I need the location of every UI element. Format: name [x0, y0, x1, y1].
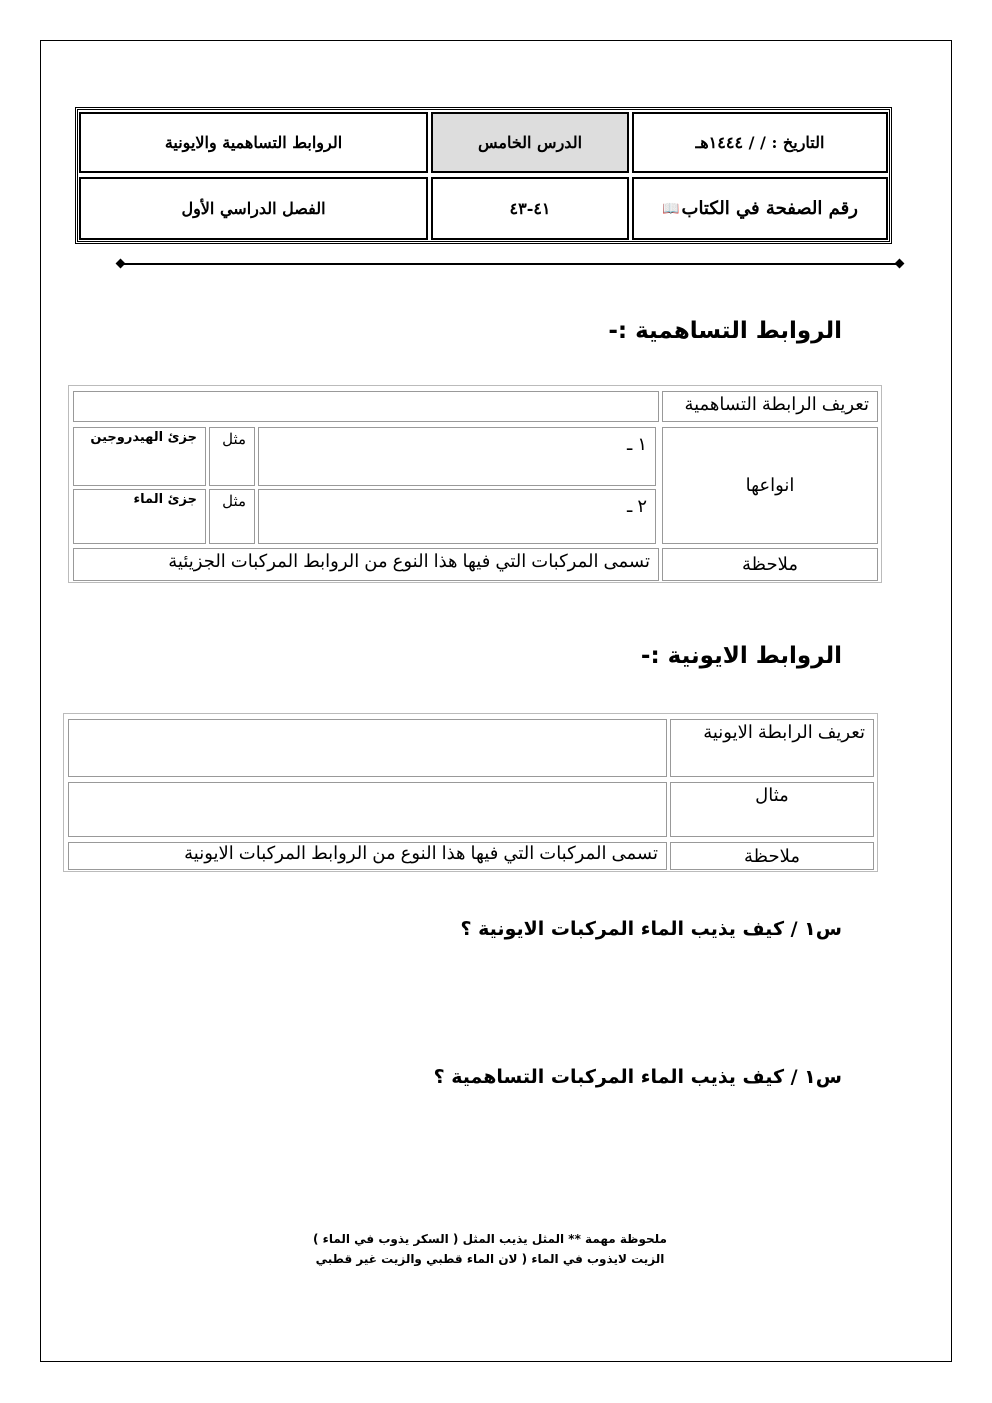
question-1: س١ / كيف يذيب الماء المركبات الايونية ؟ [460, 918, 842, 940]
ionic-table [63, 713, 878, 872]
definition-answer[interactable] [73, 391, 659, 422]
type1-answer[interactable]: ١ ـ [258, 427, 656, 486]
ionic-note-text: تسمى المركبات التي فيها هذا النوع من الروابط المركبات الايونية [68, 842, 667, 870]
ionic-example-answer[interactable] [68, 782, 667, 837]
types-label: انواعها [662, 427, 878, 544]
footer-note-line2: الزيت لايذوب في الماء ( لان الماء قطبي والزيت غير قطبي [315, 1252, 665, 1266]
ionic-heading: الروابط الايونية :- [640, 643, 842, 669]
lesson-cell: الدرس الخامس [431, 112, 629, 173]
definition-label: تعريف الرابطة التساهمية [662, 391, 878, 422]
semester-cell: الفصل الدراسي الأول [79, 177, 428, 240]
divider-line [120, 263, 900, 265]
topic-cell: الروابط التساهمية والايونية [79, 112, 428, 173]
page-label-cell [632, 177, 888, 240]
example-label: مثل [209, 427, 255, 486]
book-icon: 📖 [662, 200, 680, 217]
ionic-definition-answer[interactable] [68, 719, 667, 777]
type2-answer[interactable]: ٢ ـ [258, 489, 656, 544]
question-2: س١ / كيف يذيب الماء المركبات التساهمية ؟ [433, 1066, 842, 1088]
pages-cell: ٤١-٤٣ [431, 177, 629, 240]
covalent-table [68, 385, 882, 583]
example1: جزئ الهيدروجين [73, 427, 206, 486]
ionic-note-label: ملاحظة [670, 842, 874, 870]
date-cell: التاريخ : / / ١٤٤٤هـ [632, 112, 888, 173]
example2: جزئ الماء [73, 489, 206, 544]
header-table [75, 107, 892, 244]
page-label: رقم الصفحة في الكتاب [681, 198, 858, 219]
covalent-heading: الروابط التساهمية :- [608, 318, 842, 344]
note-label: ملاحظة [662, 548, 878, 581]
ionic-example-label: مثال [670, 782, 874, 837]
note-text: تسمى المركبات التي فيها هذا النوع من الروابط المركبات الجزيئية [73, 548, 659, 581]
example-label: مثل [209, 489, 255, 544]
ionic-definition-label: تعريف الرابطة الايونية [670, 719, 874, 777]
footer-note-line1: ملحوظة مهمة ** المثل يذيب المثل ( السكر يذوب في الماء ) [313, 1232, 667, 1246]
